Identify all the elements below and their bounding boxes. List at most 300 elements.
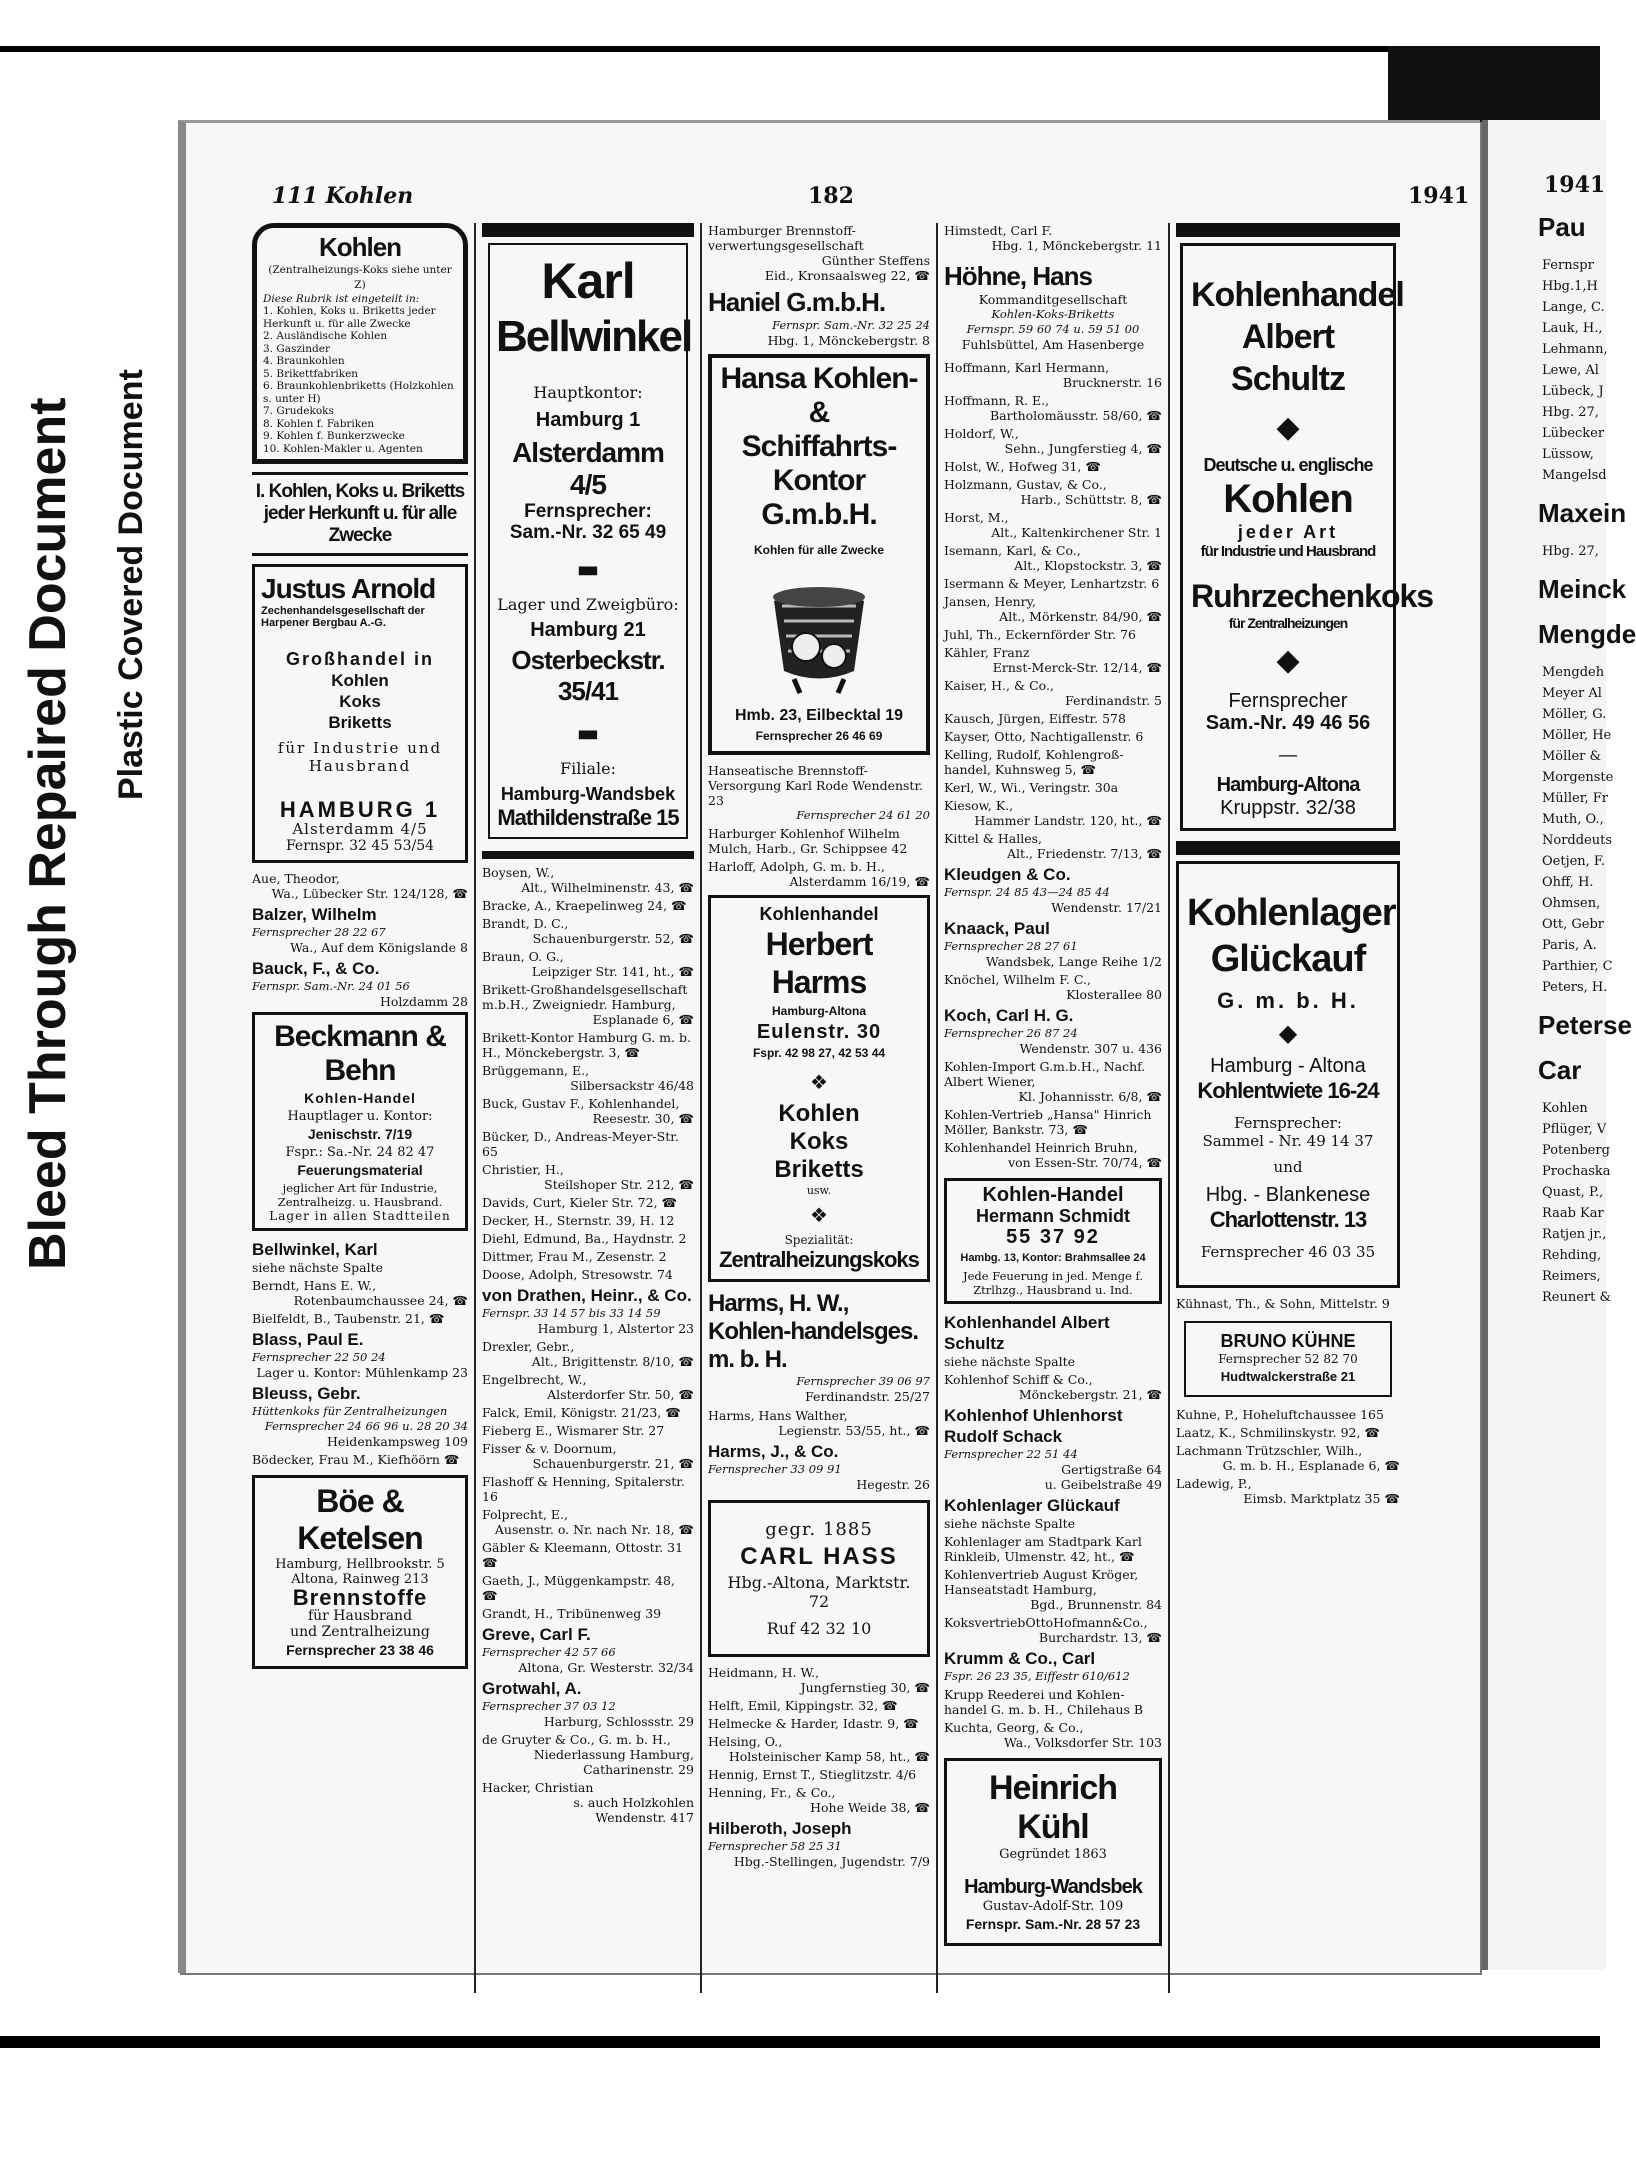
entry-line: Fernspr. 33 14 57 bis 33 14 59 [482,1306,661,1320]
entry-line: Davids, Curt, Kieler Str. 72, ☎ [482,1195,678,1210]
directory-entry [944,1140,1162,1170]
entry-line: von Essen-Str. 70/74, ☎ [1008,1155,1162,1170]
entry-line: Ernst-Merck-Str. 12/14, ☎ [992,660,1162,675]
directory-entry [482,1213,694,1228]
entry-line: Hanseatische Brennstoff-Versorgung Karl Rode Wendenstr. 23 [708,763,924,808]
ad-beckmann-behn [252,1012,468,1231]
ad-line: Osterbeckstr. 35/41 [511,645,665,706]
adjacent-page-line: Meinck [1538,574,1627,604]
entry-line: Flashoff & Henning, Spitalerstr. 16 [482,1474,685,1504]
entry-line: Hüttenkoks für Zentralheizungen [252,1404,448,1418]
entry-line: Kohlen-Vertrieb „Hansa" Hinrich Möller, Bankstr. 73, ☎ [944,1107,1152,1137]
rubric-list [263,305,457,455]
entry-line: Buck, Gustav F., Kohlenhandel, [482,1096,680,1111]
adjacent-page-line: Reimers, [1542,1269,1601,1284]
directory-entry [252,871,468,901]
ad-line: Altona, Rainweg 213 [291,1572,429,1587]
ad-line: Jede Feuerung in jed. Menge f. Ztrlhzg., Hausbrand u. Ind. [962,1269,1144,1297]
adjacent-page-line: Möller, G. [1542,707,1607,722]
rubric-intro: Diese Rubrik ist eingeteilt in: [263,293,420,305]
directory-entry [482,1372,694,1402]
entry-line: Fisser & v. Doornum, [482,1441,617,1456]
scan-border-bottom [0,2036,1600,2048]
entry-line: Hoffmann, R. E., [944,393,1050,408]
directory-entry [482,1540,694,1570]
ad-line: Kohlen [1223,477,1353,521]
directory-entry [252,1383,468,1449]
column-2 [482,223,694,1993]
kohlen-rubric-box [252,223,468,464]
ornament-dash: — [1278,742,1298,766]
ad-line: Hbg.-Altona, Marktstr. 72 [727,1573,911,1611]
entry-line: Lachmann Trützschler, Wilh., [1176,1443,1363,1458]
entry-line: Kuhne, P., Hoheluftchaussee 165 [1176,1407,1384,1422]
directory-entry [944,477,1162,507]
advertiser-name: Bellwinkel [496,312,692,361]
directory-entry [482,1573,694,1603]
ad-line: Brennstoffe [292,1585,428,1610]
ad-trade: Großhandel in [285,649,434,669]
directory-entry [482,916,694,946]
entry-line: Esplanade 6, ☎ [592,1012,694,1027]
entry-line: Fernsprecher 33 09 91 [708,1462,842,1476]
advertiser-name: Beckmann & Behn [274,1020,446,1087]
entry-name: Harms, J., & Co. [708,1442,839,1461]
ad-goods: Koks [339,692,381,711]
advertiser-subtitle: Zechenhandelsgesellschaft der Harpener Bergbau A.-G. [261,605,425,629]
entry-line: Helft, Emil, Kippingstr. 32, ☎ [708,1698,898,1713]
directory-entry [944,918,1162,969]
entry-line: Kerl, W., Wi., Veringstr. 30a [944,780,1119,795]
directory-entry [944,1615,1162,1645]
entry-line: Diehl, Edmund, Ba., Haydnstr. 2 [482,1231,687,1246]
column-divider [1168,223,1170,1993]
entry-line: Ladewig, P., [1176,1476,1252,1491]
rubric-item: 1. Kohlen, Koks u. Briketts jeder Herkunft u. für alle Zwecke [263,305,436,330]
ad-line: Eulenstr. 30 [756,1021,882,1043]
entry-line: Fernspr. 24 85 43—24 85 44 [944,885,1110,899]
entry-line: Holdorf, W., [944,426,1019,441]
entry-line: Altona, Gr. Westerstr. 32/34 [518,1660,694,1675]
directory-entry [482,1339,694,1369]
directory-entry [708,859,930,889]
ad-line: für Hausbrand [307,1608,413,1624]
adjacent-page-line: Quast, P., [1542,1185,1604,1200]
entry-line: Wa., Auf dem Königslande 8 [290,940,468,955]
ad-hermann-schmidt [944,1178,1162,1304]
directory-entry [482,1624,694,1675]
ad-line: Fernsprecher 26 46 69 [755,729,883,743]
directory-entry [944,594,1162,624]
entry-line: Berndt, Hans E. W., [252,1278,377,1293]
entry-line: Eimsb. Marktplatz 35 ☎ [1243,1491,1400,1506]
rubric-item: 10. Kohlen-Makler u. Agenten [263,442,423,455]
entry-line: Harloff, Adolph, G. m. b. H., [708,859,885,874]
entry-line: siehe nächste Spalte [944,1354,1076,1369]
ad-boe-ketelsen [252,1475,468,1669]
ad-line: 55 37 92 [1006,1226,1100,1248]
advertiser-name: Justus Arnold [261,573,436,604]
advertiser-subtitle: Kohlen-Handel [304,1090,416,1106]
entry-name: Kohlenhandel Albert Schultz [944,1313,1110,1353]
ad-karl-bellwinkel [488,243,692,839]
entry-line: Wa., Lübecker Str. 124/128, ☎ [271,886,468,901]
directory-entry [944,223,1162,253]
column-3 [708,223,930,1993]
entry-line: Krupp Reederei und Kohlen-handel G. m. b. H., Chilehaus B [944,1687,1144,1717]
entry-line: Alt., Wilhelminenstr. 43, ☎ [521,880,694,895]
entry-line: Horst, M., [944,510,1009,525]
entry-line: Wa., Volksdorfer Str. 103 [1004,1735,1162,1750]
ad-line: Fernsprecher 23 38 46 [286,1642,434,1658]
side-note-bleed: Bleed Through Repaired Document [19,397,77,1270]
entry-line: Fernsprecher 22 51 44 [944,1447,1078,1461]
adjacent-page-line: Morgenste [1542,770,1614,785]
adjacent-page-line: Lüssow, [1542,447,1594,462]
entry-line: Ausenstr. o. Nr. nach Nr. 18, ☎ [494,1522,694,1537]
directory-entry [482,949,694,979]
ad-line: Mathildenstraße 15 [497,805,679,830]
ad-line: Kohlen für alle Zwecke [753,543,885,557]
entry-line: Fernsprecher 26 87 24 [944,1026,1078,1040]
entry-line: Fernsprecher 39 06 97 [796,1374,930,1388]
ad-heinrich-kuehl [944,1758,1162,1946]
ad-line: gegr. 1885 [765,1519,873,1540]
ad-line: Ruf 42 32 10 [766,1619,872,1638]
entry-line: Bartholomäusstr. 58/60, ☎ [989,408,1162,423]
entry-line: Grandt, H., Tribünenweg 39 [482,1606,662,1621]
entry-line: Brikett-Großhandelsgesellschaft m.b.H., Zweigniedr. Hamburg, [482,982,688,1012]
directory-entry [944,729,1162,744]
directory-entry [944,393,1162,423]
adjacent-page-line: Pau [1538,212,1586,242]
entry-line: Hammer Landstr. 120, ht., ☎ [974,813,1162,828]
directory-entry [252,1329,468,1380]
entry-line: G. m. b. H., Esplanade 6, ☎ [1222,1458,1400,1473]
directory-entry [708,1408,930,1438]
directory-entry [708,1441,930,1492]
rubric-item: 9. Kohlen f. Bunkerzwecke [263,430,405,442]
entry-line: KoksvertriebOttoHofmann&Co., [944,1615,1148,1630]
directory-entry [482,1405,694,1420]
ad-line: usw. [806,1184,832,1197]
entry-line: Holst, W., Hofweg 31, ☎ [944,459,1101,474]
entry-line: Fernsprecher 28 27 61 [944,939,1078,953]
adjacent-page-line: Maxein [1538,498,1627,528]
directory-entry [944,1405,1162,1492]
entry-line: Bielfeldt, B., Taubenstr. 21, ☎ [252,1311,445,1326]
ad-line: Fspr. 42 98 27, 42 53 44 [752,1046,886,1060]
adjacent-page-line: Peters, H. [1542,980,1608,995]
adjacent-page-year: 1941 [1544,172,1606,198]
advertiser-name: Heinrich Kühl [988,1769,1118,1846]
directory-entry [482,1678,694,1729]
entry-line: Steilshoper Str. 212, ☎ [544,1177,694,1192]
ad-line: Briketts [774,1156,864,1183]
ornament-icon: ❖ [810,1203,828,1227]
directory-entry [708,1698,930,1713]
entry-line: Schauenburgerstr. 21, ☎ [532,1456,694,1471]
rubric-title: Kohlen [318,232,402,262]
adjacent-page-line: Müller, Fr [1542,791,1608,806]
ad-line: Spezialität: [784,1233,854,1247]
ad-line: Jenischstr. 7/19 [307,1126,413,1142]
advertiser-name: Hermann Schmidt [975,1206,1131,1226]
entry-line: Kayser, Otto, Nachtigallenstr. 6 [944,729,1144,744]
diamond-icon: ◆ [1278,1019,1298,1047]
advertiser-name: Karl [541,253,635,309]
adjacent-page-line: Reunert & [1542,1290,1612,1305]
column-5 [1176,223,1434,1993]
ad-line: Kohlentwiete 16-24 [1197,1078,1379,1103]
directory-entry [1176,1425,1400,1440]
entry-line: Fernspr. Sam.-Nr. 32 25 24 [772,318,930,332]
entry-line: Braun, O. G., [482,949,564,964]
advertiser-name: Böe & Ketelsen [297,1483,423,1556]
entry-line: Fernspr. Sam.-Nr. 24 01 56 [252,979,410,993]
entry-line: s. auch Holzkohlen [573,1795,694,1810]
ad-line: und [1273,1158,1303,1176]
ad-bruno-kuehne [1184,1321,1392,1397]
entry-line: Isermann & Meyer, Lenhartzstr. 6 [944,576,1160,591]
entry-line: Leipziger Str. 141, ht., ☎ [531,964,694,979]
ad-line: Hamburg-Wandsbek [964,1876,1142,1898]
entry-line: Engelbrecht, W., [482,1372,587,1387]
ad-line: Deutsche u. englische [1203,455,1373,475]
scan-border-right [1388,46,1600,126]
entry-name: Balzer, Wilhelm [252,905,377,924]
entry-line: Fernsprecher 24 66 96 u. 28 20 34 [264,1419,468,1433]
rubric-item: 3. Gaszinder [263,342,330,355]
entry-line: Hegestr. 26 [856,1477,930,1492]
entry-line: Folprecht, E., [482,1507,568,1522]
directory-entry [482,1267,694,1282]
diamond-icon: ◆ [1276,410,1300,445]
entry-line: Wandsbek, Lange Reihe 1/2 [985,954,1162,969]
entry-line: Hbg. 1, Mönckebergstr. 11 [991,238,1162,253]
entry-line: Holzdamm 28 [379,994,468,1009]
coal-basket-icon [754,561,884,701]
entry-name: Kleudgen & Co. [944,865,1071,884]
adjacent-page-line: Fernspr [1542,258,1594,273]
ad-carl-hass [708,1500,930,1657]
adjacent-page-line: Mengdeh [1542,665,1605,680]
ad-line: Hamburg 21 [530,619,646,641]
entry-list [944,1312,1162,1750]
directory-entry [482,1441,694,1471]
entry-line: Laatz, K., Schmilinskystr. 92, ☎ [1176,1425,1380,1440]
ad-line: Kohlen [778,1100,860,1127]
entry-name: Haniel G.m.b.H. [708,287,886,317]
directory-entry [944,459,1162,474]
ad-line: Fspr.: Sa.-Nr. 24 82 47 [285,1145,435,1160]
ad-line: Kohlen-Handel [982,1184,1124,1206]
adjacent-page-line: Potenberg [1542,1143,1610,1158]
entry-line: Kähler, Franz [944,645,1030,660]
entry-line: Alsterdorfer Str. 50, ☎ [547,1387,694,1402]
ad-line: Fernspr. Sam.-Nr. 28 57 23 [965,1916,1141,1932]
ad-line: Hauptkontor: [533,383,643,402]
entry-line: Hohe Weide 38, ☎ [810,1800,930,1815]
ad-line: Hamburg - Altona [1210,1055,1366,1077]
entry-line: Alt., Friedenstr. 7/13, ☎ [1006,846,1162,861]
entry-line: Gäbler & Kleemann, Ottostr. 31 ☎ [482,1540,684,1570]
advertiser-name: Albert Schultz [1231,318,1345,398]
entry-line: siehe nächste Spalte [252,1260,384,1275]
column-divider [700,223,702,1993]
ad-top-bar [482,223,694,237]
directory-entry [482,1249,694,1264]
ad-line: Kruppstr. 32/38 [1220,797,1356,819]
page-year: 1941 [1408,183,1470,209]
rubric-item: 7. Grudekoks [263,405,334,417]
entry-line: de Gruyter & Co., G. m. b. H., [482,1732,671,1747]
ad-line: für Industrie und Hausbrand [1200,543,1376,560]
directory-entry [944,972,1162,1002]
entry-line: Holsteinischer Kamp 58, ht., ☎ [728,1749,930,1764]
directory-entry [944,711,1162,726]
directory-entry [252,1311,468,1326]
entry-hoehne [944,261,1162,352]
entry-name: Krumm & Co., Carl [944,1649,1096,1668]
entry-line: Brüggemann, E., [482,1063,590,1078]
directory-entry [482,1162,694,1192]
entry-line: Wendenstr. 307 u. 436 [1019,1041,1162,1056]
column-divider [936,223,938,1993]
scan-border-top [0,46,1600,52]
directory-entry [482,898,694,913]
entry-harms-hw [708,1290,930,1404]
directory-entry [944,1495,1162,1531]
adjacent-page [1482,120,1636,1970]
entry-line: Heidenkampsweg 109 [327,1434,468,1449]
entry-line: Ferdinandstr. 25/27 [805,1389,930,1404]
entry-line: Bgd., Brunnenstr. 84 [1030,1597,1162,1612]
entry-line: Kuchta, Georg, & Co., [944,1720,1084,1735]
entry-haniel [708,287,930,348]
directory-entry [1176,1296,1400,1311]
ornament-dash: ▬ [576,719,600,747]
ad-phone: Fernspr. 32 45 53/54 [285,838,435,854]
diamond-icon: ◆ [1276,643,1300,678]
entry-line: Kaiser, H., & Co., [944,678,1054,693]
ad-use: für Industrie und Hausbrand [277,739,443,775]
directory-entry [944,627,1162,642]
entry-line: Harms, Hans Walther, [708,1408,848,1423]
entry-line: Kiesow, K., [944,798,1014,813]
adjacent-page-line: Lübeck, J [1542,384,1604,399]
ad-line: Fernsprecher [1228,690,1348,712]
adjacent-page-line: Mengde [1538,619,1636,649]
entry-name: Bellwinkel, Karl [252,1240,378,1259]
directory-entry [944,426,1162,456]
entry-line: Hbg. 1, Mönckebergstr. 8 [767,333,930,348]
entry-line: Silbersackstr 46/48 [570,1078,694,1093]
ad-line: Hamburg-Wandsbek [500,784,676,804]
entry-line: Hbg.-Stellingen, Jugendstr. 7/9 [733,1854,930,1869]
entry-line: Alsterdamm 16/19, ☎ [789,874,930,889]
entry-line: Boysen, W., [482,865,555,880]
entry-line: Kausch, Jürgen, Eiffestr. 578 [944,711,1126,726]
ad-line: Alsterdamm 4/5 [512,437,664,500]
directory-entry [482,1231,694,1246]
rubric-item: 2. Ausländische Kohlen [263,330,388,342]
directory-entry [482,1096,694,1126]
ad-street: Alsterdamm 4/5 [292,820,428,838]
adjacent-page-line: Meyer Al [1542,686,1602,701]
directory-entry [708,1785,930,1815]
ad-justus-arnold [252,564,468,863]
ad-line: Gegründet 1863 [999,1847,1107,1862]
advertiser-name: Hansa Kohlen- & [720,362,918,429]
adjacent-page-line: Muth, O., [1542,812,1604,827]
section-title: 111 Kohlen [272,183,414,209]
ad-top-bar [1176,223,1400,237]
entry-name: Greve, Carl F. [482,1625,591,1644]
entry-name: Bauck, F., & Co. [252,959,380,978]
column-divider [474,223,476,1993]
entry-line: Niederlassung Hamburg, Catharinenstr. 29 [533,1747,694,1777]
entry-name: Harms, H. W., Kohlen-handelsges. m. b. H. [708,1290,919,1373]
ad-line: Lager und Zweigbüro: [497,595,679,614]
entry-line: Fuhlsbüttel, Am Hasenberge [961,337,1145,352]
entry-line: Alt., Mörkenstr. 84/90, ☎ [999,609,1162,624]
entry-line: Burchardstr. 13, ☎ [1038,1630,1162,1645]
entry-list [708,763,930,889]
ad-line: Hamburg-Altona [1216,774,1360,796]
entry-line: Himstedt, Carl F. [944,223,1053,238]
directory-entry [482,1030,694,1060]
directory-entry [252,904,468,955]
directory-entry [944,831,1162,861]
adjacent-page-line: Paris, A. [1542,938,1597,953]
ad-albert-schultz [1180,243,1434,831]
entry-name: Kohlenlager Glückauf [944,1496,1120,1515]
ad-line: Hbg. - Blankenese [1205,1184,1371,1206]
entry-list [708,223,930,283]
directory-entry [482,1606,694,1621]
directory-entry [708,1767,930,1782]
entry-line: Alt., Klopstockstr. 3, ☎ [1014,558,1162,573]
advertiser-name: Kohlenhandel [1191,276,1404,314]
directory-entry [482,1423,694,1438]
adjacent-page-line: Oetjen, F. [1542,854,1606,869]
adjacent-page-lines [1488,212,1636,1306]
ad-city: HAMBURG 1 [279,797,441,822]
ad-line: und Zentralheizung [290,1624,430,1640]
directory-entry [708,1818,930,1869]
entry-line: Jansen, Henry, [944,594,1037,609]
adjacent-page-line: Raab Kar [1542,1206,1604,1221]
advertiser-name: BRUNO KÜHNE [1220,1331,1356,1351]
entry-line: Rotenbaumchaussee 24, ☎ [293,1293,468,1308]
entry-line: Knöchel, Wilhelm F. C., [944,972,1091,987]
ad-line: Sammel - Nr. 49 14 37 [1202,1132,1374,1150]
ad-line: Koks [789,1128,849,1155]
entry-name: Blass, Paul E. [252,1330,364,1349]
adjacent-page-line: Pflüger, V [1542,1122,1607,1137]
directory-entry [252,1452,468,1467]
entry-line: Falck, Emil, Königstr. 21/23, ☎ [482,1405,681,1420]
directory-entry [1176,1443,1400,1473]
directory-entry [944,1534,1162,1564]
directory-entry [708,1665,930,1695]
entry-line: Christier, H., [482,1162,564,1177]
entry-name: Bleuss, Gebr. [252,1384,361,1403]
ad-bottom-bar [1176,841,1400,855]
entry-line: Henning, Fr., & Co., [708,1785,836,1800]
adjacent-page-line: Möller, He [1542,728,1612,743]
